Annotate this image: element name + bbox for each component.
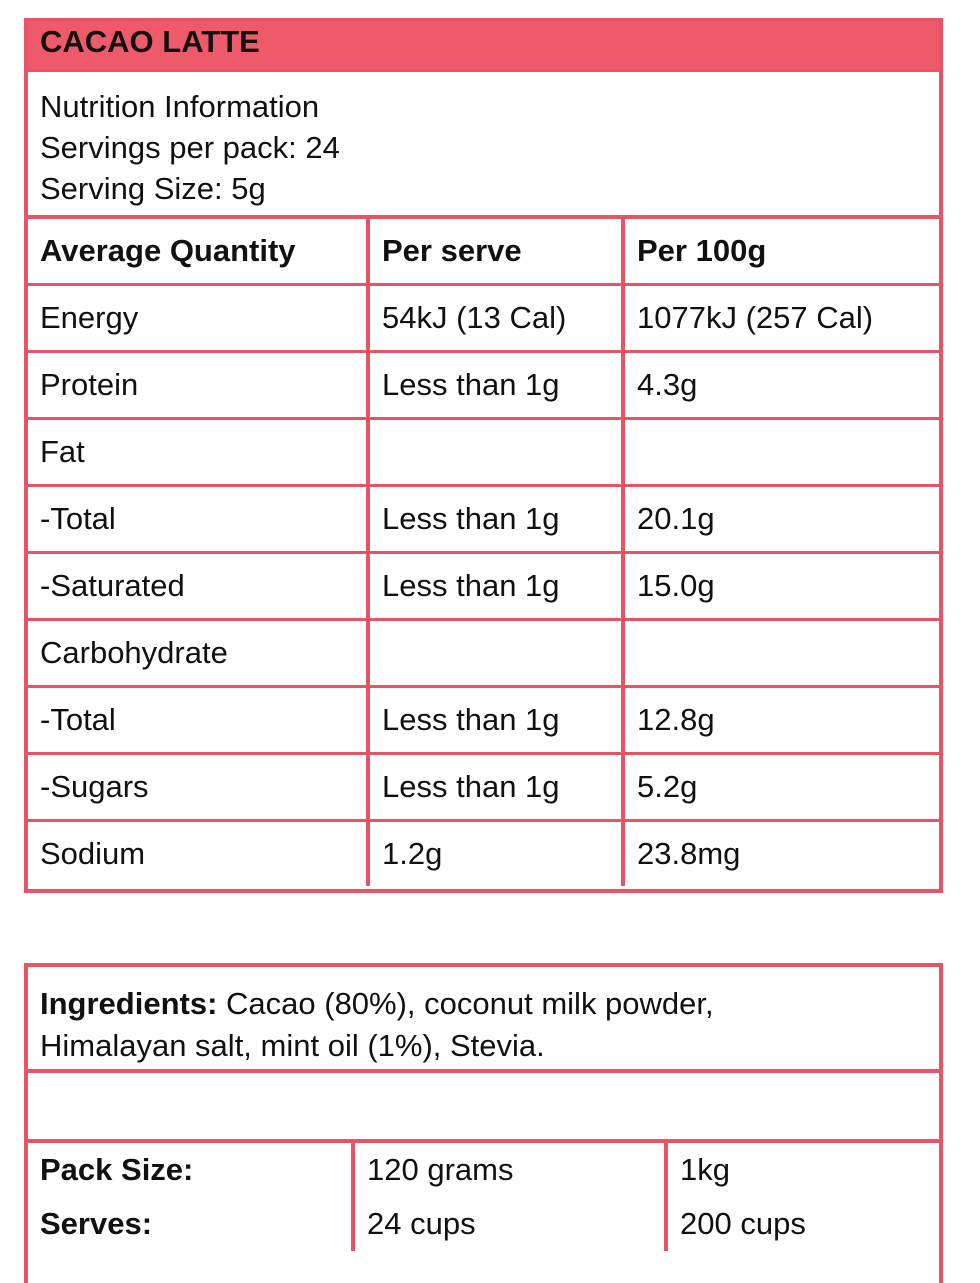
header-per-serve: Per serve (368, 219, 623, 285)
row-label: Carbohydrate (28, 620, 368, 687)
per-serve-value: 54kJ (13 Cal) (368, 285, 623, 352)
pack-size-small: 120 grams (367, 1152, 514, 1187)
spacer-row (28, 1073, 939, 1143)
table-row (28, 821, 939, 887)
product-title: CACAO LATTE (40, 24, 260, 59)
row-label: Fat (28, 419, 368, 486)
row-label: Sodium (28, 821, 368, 887)
serving-size: Serving Size: 5g (40, 171, 266, 206)
ingredients-label: Ingredients: (40, 986, 218, 1021)
row-label: Energy (28, 285, 368, 352)
nutrition-heading: Nutrition Information (40, 89, 320, 124)
per-100g-value (623, 620, 939, 687)
table-row (28, 553, 939, 620)
ingredients-panel (24, 963, 943, 1283)
pack-size-label: Pack Size: (40, 1152, 194, 1187)
per-100g-value (623, 419, 939, 486)
per-100g-value: 20.1g (623, 486, 939, 553)
table-row (28, 486, 939, 553)
table-row (28, 419, 939, 486)
pack-large-cell (666, 1143, 939, 1251)
pack-size-large: 1kg (680, 1152, 730, 1187)
header-average-quantity: Average Quantity (28, 219, 368, 285)
pack-labels-cell (28, 1143, 353, 1251)
table-row (28, 687, 939, 754)
per-serve-value: 1.2g (368, 821, 623, 887)
table-header-row (28, 219, 939, 285)
per-serve-value (368, 419, 623, 486)
pack-table (28, 1143, 939, 1251)
per-100g-value: 15.0g (623, 553, 939, 620)
per-100g-value: 12.8g (623, 687, 939, 754)
row-label: -Total (28, 687, 368, 754)
per-serve-value (368, 620, 623, 687)
row-label: Protein (28, 352, 368, 419)
nutrition-intro (28, 72, 939, 219)
per-100g-value: 23.8mg (637, 836, 741, 871)
serves-large: 200 cups (680, 1206, 806, 1241)
serves-label: Serves: (40, 1206, 153, 1241)
per-serve-value: Less than 1g (368, 687, 623, 754)
pack-small-cell (353, 1143, 666, 1251)
header-per-100g: Per 100g (623, 219, 939, 285)
per-serve-value: Less than 1g (368, 754, 623, 821)
title-bar (28, 22, 939, 72)
row-label: -Saturated (28, 553, 368, 620)
pack-row (28, 1143, 939, 1251)
per-serve-value: Less than 1g (368, 486, 623, 553)
row-label: -Sugars (28, 754, 368, 821)
per-100g-value: 5.2g (623, 754, 939, 821)
ingredients-line-1 (40, 983, 939, 1025)
per-serve-value: Less than 1g (368, 352, 623, 419)
serves-small: 24 cups (367, 1206, 476, 1241)
per-100g-value: 4.3g (623, 352, 939, 419)
ingredients-list-part-1: Cacao (80%), coconut milk powder, (217, 986, 714, 1021)
ingredients-list-part-2: Himalayan salt, mint oil (1%), Stevia. (40, 1028, 545, 1063)
nutrition-panel (24, 18, 943, 893)
ingredients-text (28, 967, 939, 1073)
row-label: -Total (28, 486, 368, 553)
per-serve-value: Less than 1g (368, 553, 623, 620)
table-row (28, 352, 939, 419)
nutrition-table (28, 219, 939, 886)
table-row (28, 754, 939, 821)
per-100g-value: 1077kJ (257 Cal) (623, 285, 939, 352)
table-row (28, 285, 939, 352)
servings-per-pack: Servings per pack: 24 (40, 130, 340, 165)
table-row (28, 620, 939, 687)
